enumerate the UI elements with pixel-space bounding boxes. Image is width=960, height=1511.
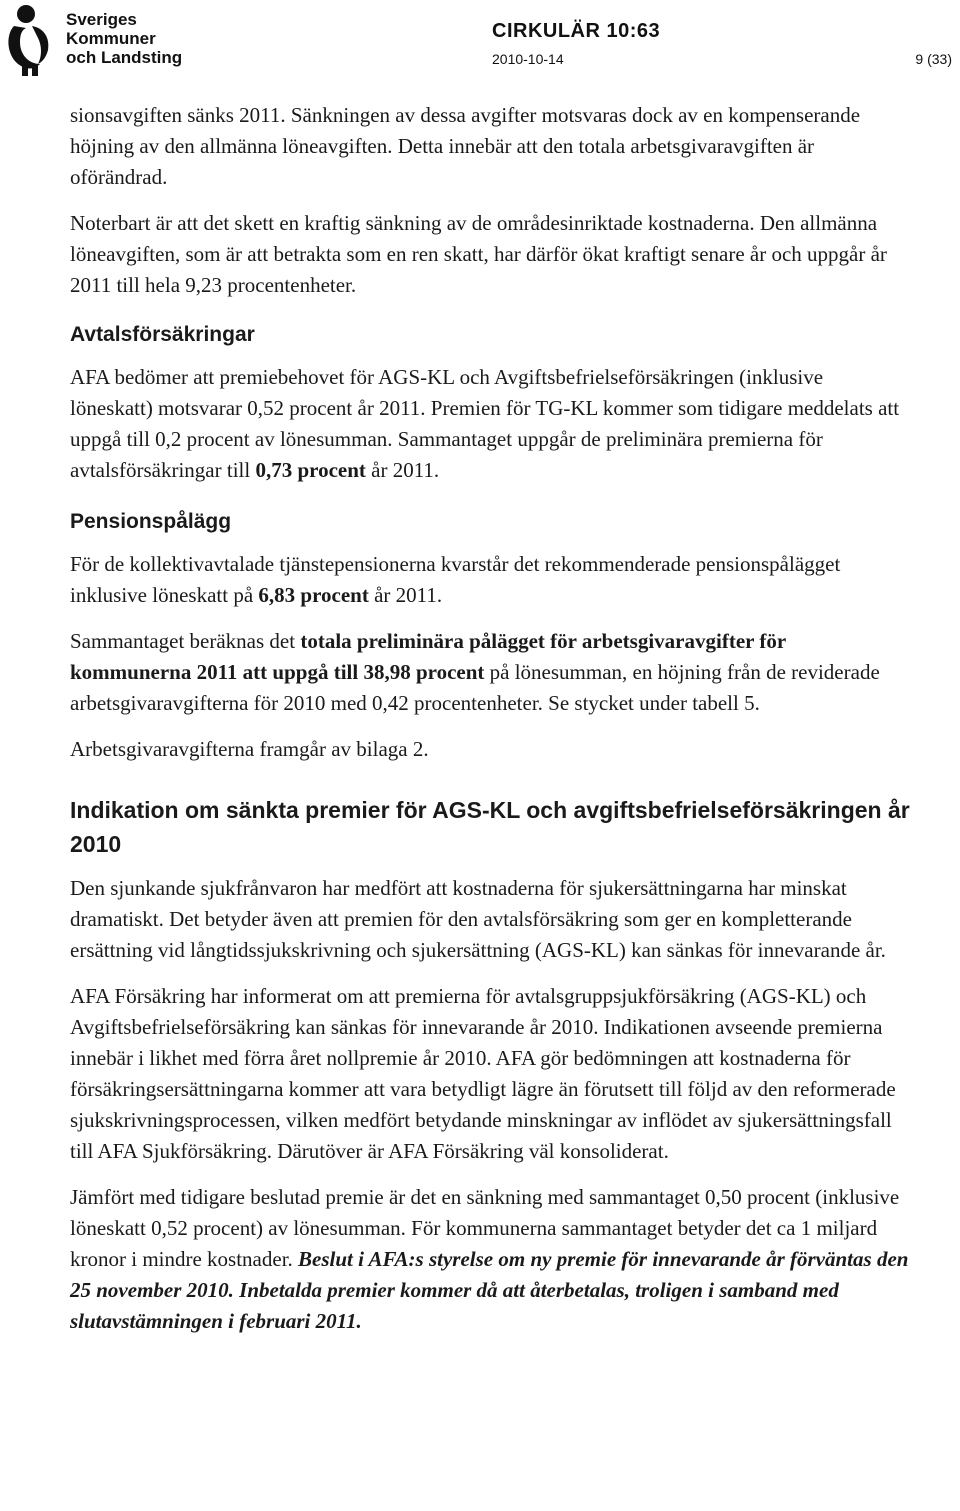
heading-indikation: Indikation om sänkta premier för AGS-KL och avgiftsbefrielseförsäkringen år 2010 (70, 797, 910, 857)
cost-note-sentence-2: Den allmänna löneavgiften, som är att betrakta som en ren skatt, har därför ökat kraftigt senare år och uppgår år 2011 till hela 9,23 procentenheter. (70, 211, 887, 297)
paragraph-afa-information: AFA Försäkring har informerat om att premierna för avtalsgruppsjukförsäkring (AGS-KL) och Avgiftsbefrielseförsäkring kan sänkas för innevarande år 2010. Indikationen avseende premierna innebär i likhet med förra året nollpremie år 2010. AFA gör bedömningen att kostnaderna för försäkringsersättningarna kommer att vara betydligt lägre än förutsett till följd av den reformerade sjukskrivningsprocessen, vilken medfört betydande minskningar av inflödet av sjukersättningsfall till AFA Sjukförsäkring. Därutöver är AFA Försäkring väl konsoliderat. (70, 984, 896, 1163)
total-fees-start: Sammantaget beräknas det (70, 629, 301, 653)
paragraph-total-fees (70, 626, 910, 719)
avtal-text: AFA bedömer att premiebehovet för AGS-KL och Avgiftsbefrielseförsäkringen (inklusive löneskatt) motsvarar 0,52 procent år 2011. Premien för TG-KL kommer som tidigare meddelats att uppgå till 0,2 procent av lönesumman. Sammantaget uppgår de preliminära premierna för avtalsförsäkringar till (70, 365, 900, 482)
heading-avtalsforsakringar: Avtalsförsäkringar (70, 323, 255, 346)
paragraph-fee-reduction: sionsavgiften sänks 2011. Sänkningen av dessa avgifter motsvaras dock av en kompenserande höjning av den allmänna löneavgiften. Detta innebär att den totala arbetsgivaravgiften är oförändrad. (70, 103, 861, 189)
premie-text: Jämfört med tidigare beslutad premie är det en sänkning med sammantaget 0,50 procent (inklusive löneskatt 0,52 procent) av lönesumman. För kommunerna sammantaget betyder det ca 1 miljard kronor i mindre kostnader. (70, 1185, 900, 1271)
skl-logo-icon (4, 2, 60, 76)
heading-pensionspalagg: Pensionspålägg (70, 510, 232, 533)
total-fees-end: på lönesumman, en höjning från de reviderade arbetsgivaravgifterna för 2010 med 0,42 procentenheter. Se stycket under tabell 5. (70, 660, 880, 715)
circular-date: 2010-10-14 (492, 51, 564, 67)
org-name-line-1: Sveriges (66, 10, 137, 29)
org-name-line-3: och Landsting (66, 48, 183, 67)
paragraph-avtalsforsakringar (70, 362, 910, 486)
document-body (70, 100, 910, 1337)
avtal-end: år 2011. (365, 458, 440, 482)
page-number: 9 (33) (915, 51, 952, 67)
paragraph-bilaga: Arbetsgivaravgifterna framgår av bilaga 2. (70, 737, 429, 761)
premie-decision-note: Beslut i AFA:s styrelse om ny premie för innevarande år förväntas den 25 november 2010. Inbetalda premier kommer då att återbetalas, troligen i samband med slutavstämningen i februari 2011. (70, 1247, 909, 1333)
pension-percent: 6,83 procent (258, 583, 369, 607)
page-header (0, 0, 960, 80)
cost-note-sentence-1: Noterbart är att det skett en kraftig sänkning av de områdesinriktade kostnaderna. (70, 211, 755, 235)
paragraph-cost-note (70, 208, 910, 301)
paragraph-premie-sankning (70, 1182, 910, 1337)
pension-end: år 2011. (368, 583, 443, 607)
paragraph-pensionspalagg (70, 549, 910, 611)
total-fees-bold: totala preliminära pålägget för arbetsgivaravgifter för kommunerna 2011 att uppgå till 38,98 procent (70, 629, 786, 684)
org-name (66, 10, 182, 67)
pension-text: För de kollektivavtalade tjänstepensionerna kvarstår det rekommenderade pensionspålägget inklusive löneskatt på (70, 552, 841, 607)
circular-number: CIRKULÄR 10:63 (492, 20, 661, 42)
org-name-line-2: Kommuner (66, 29, 156, 48)
avtal-total-percent: 0,73 procent (255, 458, 366, 482)
paragraph-sjukfranvaro: Den sjunkande sjukfrånvaron har medfört att kostnaderna för sjukersättningarna har minskat dramatiskt. Det betyder även att premien för den avtalsförsäkring som ger en kompletterande ersättning vid långtidssjukskrivning och sjukersättning (AGS-KL) kan sänkas för innevarande år. (70, 876, 886, 962)
